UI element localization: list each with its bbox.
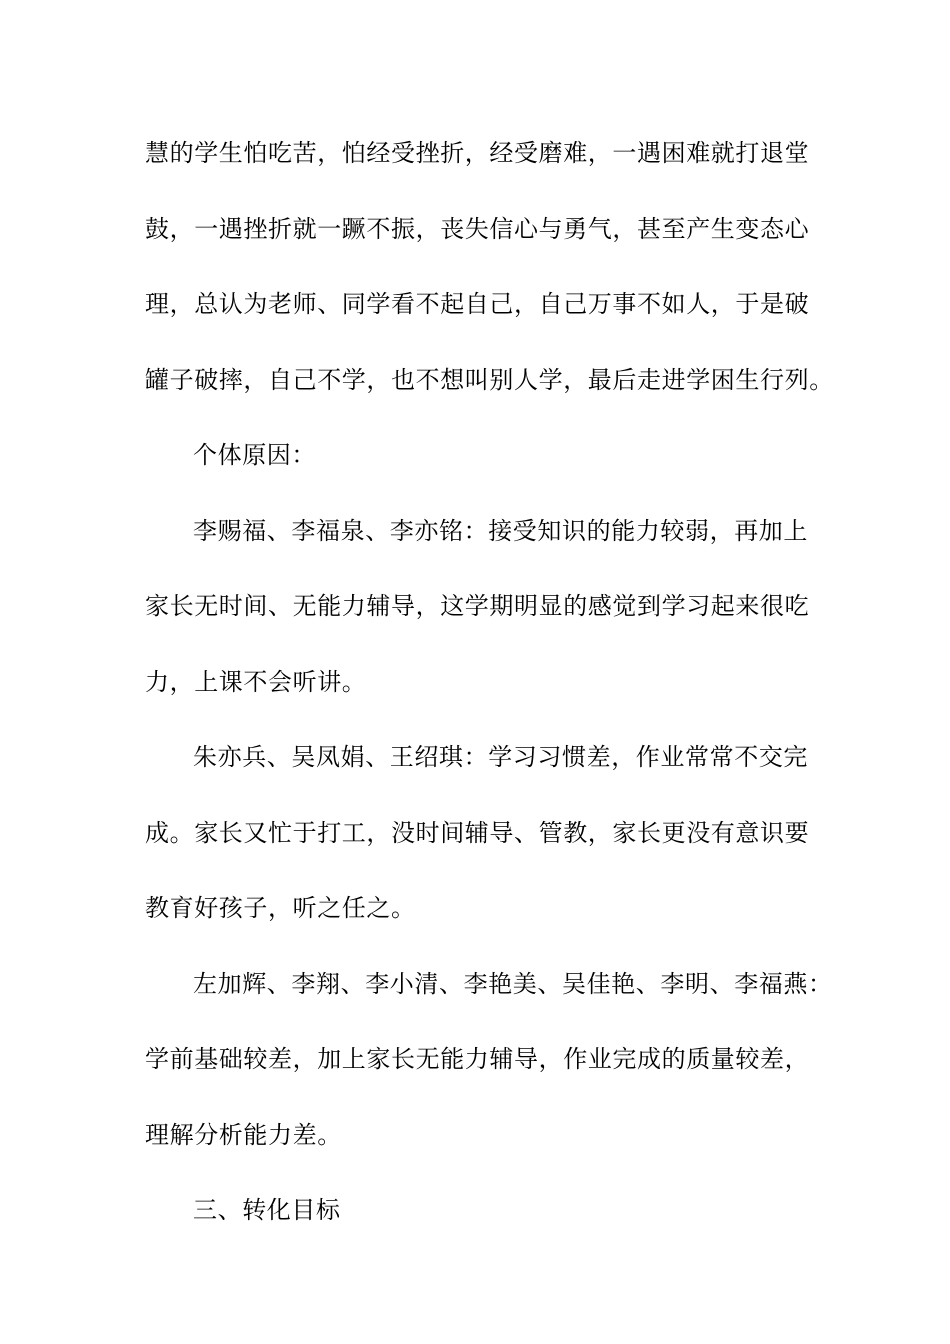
text-line: 理解分析能力差。 bbox=[145, 1120, 342, 1149]
text-line: 教育好孩子，听之任之。 bbox=[145, 894, 416, 922]
text-line: 力，上课不会听讲。 bbox=[145, 667, 367, 696]
text-line: 理，总认为老师、同学看不起自己，自己万事不如人，于是破 bbox=[145, 290, 810, 318]
text-line: 鼓，一遇挫折就一蹶不振，丧失信心与勇气，甚至产生变态心 bbox=[145, 214, 810, 243]
text-line: 成。家长又忙于打工，没时间辅导、管教，家长更没有意识要 bbox=[145, 818, 810, 847]
text-line: 慧的学生怕吃苦，怕经受挫折，经受磨难，一遇困难就打退堂 bbox=[145, 139, 810, 167]
document-body bbox=[145, 128, 834, 1261]
text-line: 李赐福、李福泉、李亦铭：接受知识的能力较弱，再加上 bbox=[193, 516, 808, 545]
text-line: 家长无时间、无能力辅导，这学期明显的感觉到学习起来很吃 bbox=[145, 592, 810, 620]
text-line: 左加辉、李翔、李小清、李艳美、吴佳艳、李明、李福燕： bbox=[193, 969, 833, 998]
section-heading: 三、转化目标 bbox=[193, 1196, 341, 1224]
section-subheading: 个体原因： bbox=[193, 441, 316, 469]
text-line: 学前基础较差，加上家长无能力辅导，作业完成的质量较差， bbox=[145, 1045, 810, 1073]
text-line: 朱亦兵、吴凤娟、王绍琪：学习习惯差，作业常常不交完 bbox=[193, 743, 808, 771]
text-line: 罐子破摔，自己不学，也不想叫别人学，最后走进学困生行列。 bbox=[145, 365, 834, 394]
